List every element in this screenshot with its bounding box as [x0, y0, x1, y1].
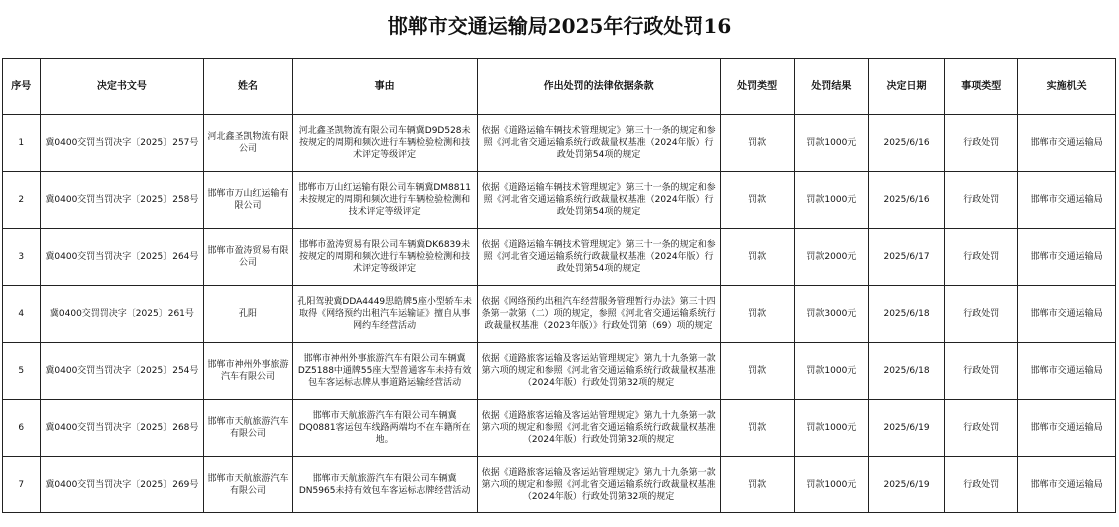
header-decision-date: 决定日期 [868, 59, 944, 115]
doc-number-cell: 冀0400交罚当罚决字〔2025〕264号 [40, 229, 204, 286]
agency-cell: 邯郸市交通运输局 [1018, 457, 1116, 513]
penalty-result-cell: 罚款1000元 [794, 400, 868, 457]
reason-cell: 邯郸市天航旅游汽车有限公司车辆冀DQ0881客运包车线路两端均不在车籍所在地。 [292, 400, 477, 457]
agency-cell: 邯郸市交通运输局 [1018, 343, 1116, 400]
penalty-type-cell: 罚款 [720, 115, 794, 172]
decision-date-cell: 2025/6/19 [868, 457, 944, 513]
decision-date-cell: 2025/6/17 [868, 229, 944, 286]
legal-basis-cell: 依据《道路运输车辆技术管理规定》第三十一条的规定和参照《河北省交通运输系统行政裁量权基准（2024年版）行政处罚第54项的规定 [477, 172, 720, 229]
decision-date-cell: 2025/6/19 [868, 400, 944, 457]
row-index-cell: 4 [3, 286, 41, 343]
header-doc-number: 决定书文号 [40, 59, 204, 115]
row-index-cell: 2 [3, 172, 41, 229]
header-penalty-type: 处罚类型 [720, 59, 794, 115]
penalty-type-cell: 罚款 [720, 400, 794, 457]
table-row [3, 343, 1116, 400]
reason-cell: 邯郸市天航旅游汽车有限公司车辆冀DN5965未持有效包车客运标志牌经营活动 [292, 457, 477, 513]
header-item-type: 事项类型 [945, 59, 1018, 115]
item-type-cell: 行政处罚 [945, 115, 1018, 172]
doc-number-cell: 冀0400交罚当罚决字〔2025〕268号 [40, 400, 204, 457]
doc-number-cell: 冀0400交罚当罚决字〔2025〕258号 [40, 172, 204, 229]
table-row [3, 115, 1116, 172]
row-index-cell: 3 [3, 229, 41, 286]
table-row [3, 457, 1116, 513]
item-type-cell: 行政处罚 [945, 400, 1018, 457]
doc-number-cell: 冀0400交罚当罚决字〔2025〕257号 [40, 115, 204, 172]
item-type-cell: 行政处罚 [945, 457, 1018, 513]
reason-cell: 邯郸市盈涛贸易有限公司车辆冀DK6839未按规定的周期和频次进行车辆检验检测和技术评定等级评定 [292, 229, 477, 286]
penalty-type-cell: 罚款 [720, 457, 794, 513]
penalty-result-cell: 罚款3000元 [794, 286, 868, 343]
party-name-cell: 河北鑫圣凯物流有限公司 [204, 115, 292, 172]
party-name-cell: 邯郸市万山红运输有限公司 [204, 172, 292, 229]
doc-number-cell: 冀0400交罚罚决字〔2025〕261号 [40, 286, 204, 343]
row-index-cell: 5 [3, 343, 41, 400]
header-index: 序号 [3, 59, 41, 115]
penalty-type-cell: 罚款 [720, 229, 794, 286]
legal-basis-cell: 依据《道路旅客运输及客运站管理规定》第九十九条第一款第六项的规定和参照《河北省交通运输系统行政裁量权基准（2024年版）行政处罚第32项的规定 [477, 457, 720, 513]
party-name-cell: 邯郸市天航旅游汽车有限公司 [204, 400, 292, 457]
header-name: 姓名 [204, 59, 292, 115]
item-type-cell: 行政处罚 [945, 286, 1018, 343]
decision-date-cell: 2025/6/18 [868, 343, 944, 400]
legal-basis-cell: 依据《网络预约出租汽车经营服务管理暂行办法》第三十四条第一款第（二）项的规定，参照《河北省交通运输系统行政裁量权基准（2023年版）》行政处罚第（69）项的规定 [477, 286, 720, 343]
reason-cell: 邯郸市神州外事旅游汽车有限公司车辆冀DZ5188中通牌55座大型普通客车未持有效包车客运标志牌从事道路运输经营活动 [292, 343, 477, 400]
penalty-result-cell: 罚款1000元 [794, 172, 868, 229]
table-row [3, 286, 1116, 343]
legal-basis-cell: 依据《道路运输车辆技术管理规定》第三十一条的规定和参照《河北省交通运输系统行政裁量权基准（2024年版）行政处罚第54项的规定 [477, 229, 720, 286]
header-agency: 实施机关 [1018, 59, 1116, 115]
table-row [3, 229, 1116, 286]
legal-basis-cell: 依据《道路旅客运输及客运站管理规定》第九十九条第一款第六项的规定和参照《河北省交通运输系统行政裁量权基准（2024年版）行政处罚第32项的规定 [477, 343, 720, 400]
penalty-table [2, 58, 1116, 513]
item-type-cell: 行政处罚 [945, 172, 1018, 229]
party-name-cell: 邯郸市神州外事旅游汽车有限公司 [204, 343, 292, 400]
table-header-row [3, 59, 1116, 115]
agency-cell: 邯郸市交通运输局 [1018, 286, 1116, 343]
row-index-cell: 7 [3, 457, 41, 513]
table-row [3, 172, 1116, 229]
row-index-cell: 1 [3, 115, 41, 172]
item-type-cell: 行政处罚 [945, 229, 1018, 286]
reason-cell: 邯郸市万山红运输有限公司车辆冀DM8811未按规定的周期和频次进行车辆检验检测和技术评定等级评定 [292, 172, 477, 229]
penalty-result-cell: 罚款1000元 [794, 115, 868, 172]
header-penalty-result: 处罚结果 [794, 59, 868, 115]
decision-date-cell: 2025/6/18 [868, 286, 944, 343]
row-index-cell: 6 [3, 400, 41, 457]
legal-basis-cell: 依据《道路运输车辆技术管理规定》第三十一条的规定和参照《河北省交通运输系统行政裁量权基准（2024年版）行政处罚第54项的规定 [477, 115, 720, 172]
party-name-cell: 邯郸市盈涛贸易有限公司 [204, 229, 292, 286]
penalty-type-cell: 罚款 [720, 343, 794, 400]
agency-cell: 邯郸市交通运输局 [1018, 229, 1116, 286]
agency-cell: 邯郸市交通运输局 [1018, 400, 1116, 457]
penalty-result-cell: 罚款1000元 [794, 457, 868, 513]
header-legal-basis: 作出处罚的法律依据条款 [477, 59, 720, 115]
penalty-type-cell: 罚款 [720, 172, 794, 229]
decision-date-cell: 2025/6/16 [868, 115, 944, 172]
header-reason: 事由 [292, 59, 477, 115]
decision-date-cell: 2025/6/16 [868, 172, 944, 229]
doc-number-cell: 冀0400交罚当罚决字〔2025〕269号 [40, 457, 204, 513]
agency-cell: 邯郸市交通运输局 [1018, 115, 1116, 172]
table-row [3, 400, 1116, 457]
party-name-cell: 邯郸市天航旅游汽车有限公司 [204, 457, 292, 513]
penalty-result-cell: 罚款2000元 [794, 229, 868, 286]
legal-basis-cell: 依据《道路旅客运输及客运站管理规定》第九十九条第一款第六项的规定和参照《河北省交通运输系统行政裁量权基准（2024年版）行政处罚第32项的规定 [477, 400, 720, 457]
party-name-cell: 孔阳 [204, 286, 292, 343]
item-type-cell: 行政处罚 [945, 343, 1018, 400]
agency-cell: 邯郸市交通运输局 [1018, 172, 1116, 229]
reason-cell: 河北鑫圣凯物流有限公司车辆冀D9D528未按规定的周期和频次进行车辆检验检测和技术评定等级评定 [292, 115, 477, 172]
penalty-result-cell: 罚款1000元 [794, 343, 868, 400]
reason-cell: 孔阳驾驶冀DDA4449思皓牌5座小型轿车未取得《网络预约出租汽车运输证》擅自从事网约车经营活动 [292, 286, 477, 343]
penalty-type-cell: 罚款 [720, 286, 794, 343]
doc-number-cell: 冀0400交罚当罚决字〔2025〕254号 [40, 343, 204, 400]
page-title: 邯郸市交通运输局2025年行政处罚16 [387, 14, 732, 38]
